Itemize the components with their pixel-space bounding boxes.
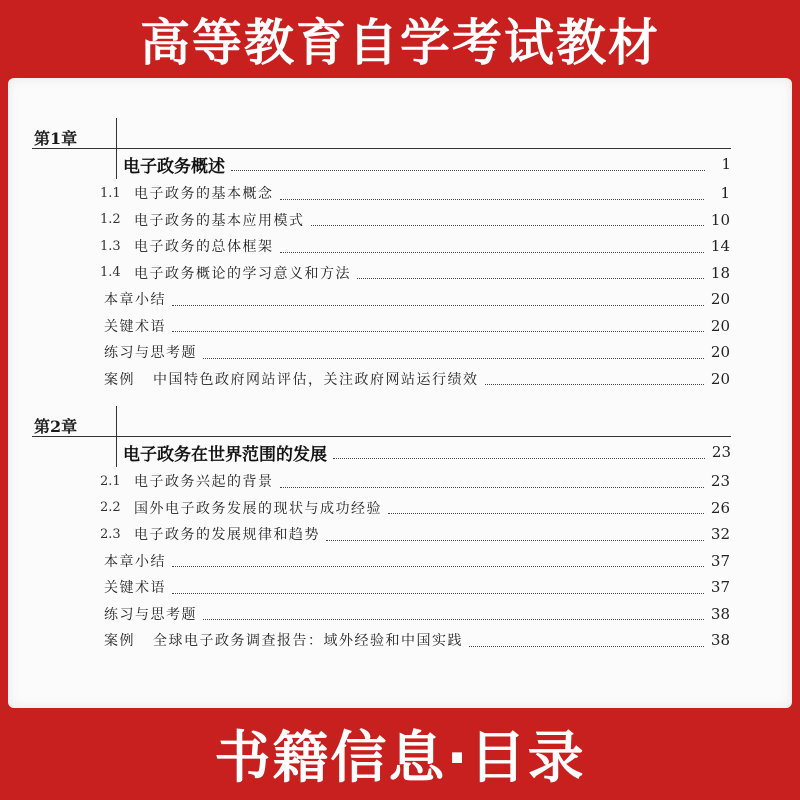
dot-leader [172,581,704,594]
entry-title: 中国特色政府网站评估，关注政府网站运行绩效 [153,371,479,388]
toc-entry[interactable] [8,548,792,575]
toc-entry[interactable] [8,521,792,548]
dot-leader [172,293,704,306]
page-number: 23 [711,443,731,461]
divider [116,118,117,148]
toc-entry[interactable] [8,366,792,393]
page-number: 20 [710,343,730,362]
page-number: 37 [710,578,730,597]
dot-leader [280,475,705,488]
entry-title: 本章小结 [104,292,166,309]
dot-leader [172,319,704,332]
chapter-title: 电子政务在世界范围的发展 [123,444,327,465]
divider [32,148,116,149]
entry-title: 电子政务的基本概念 [134,186,274,203]
page-number: 20 [710,290,730,309]
section-number: 1.1 [100,185,121,201]
chapter-label: 第2章 [34,417,78,436]
entry-title: 本章小结 [104,553,166,570]
page-number: 14 [710,237,730,256]
entry-title: 国外电子政务发展的现状与成功经验 [134,500,382,517]
toc-entry[interactable] [8,313,792,340]
section-number: 2.3 [100,526,121,542]
dot-leader [469,634,704,647]
dot-leader [311,213,705,226]
toc-entry[interactable] [8,495,792,522]
toc-entry[interactable] [8,601,792,628]
section-number: 1.4 [100,265,121,281]
toc-entry[interactable] [8,468,792,495]
page-number: 10 [710,210,730,229]
chapter-label: 第1章 [34,129,78,148]
toc-entry[interactable] [8,233,792,260]
dot-leader [203,346,704,359]
toc-entry[interactable] [8,207,792,234]
case-tag: 案例 [104,633,135,650]
page-number: 32 [710,525,730,544]
toc-entry[interactable] [8,180,792,207]
dot-leader [357,266,704,279]
page-number: 20 [710,316,730,335]
entry-title: 关键术语 [104,580,166,597]
footer-banner [0,708,800,800]
entry-title: 电子政务的发展规律和趋势 [134,527,320,544]
dot-leader [203,607,704,620]
entry-title: 全球电子政务调查报告：域外经验和中国实践 [153,633,463,650]
divider [116,406,117,436]
chapter-title-row[interactable] [116,436,731,467]
page-number: 20 [710,369,730,388]
section-number: 1.2 [100,212,121,228]
dot-leader [280,240,705,253]
page-number: 38 [710,604,730,623]
page-number: 1 [720,184,730,203]
entry-title: 电子政务兴起的背景 [134,474,274,491]
header-banner [0,0,800,78]
toc-entries [8,180,792,392]
entry-title: 练习与思考题 [104,606,197,623]
entry-title: 电子政务的总体框架 [134,239,274,256]
dot-leader [326,528,704,541]
chapter-2 [8,406,792,650]
page-number: 38 [710,631,730,650]
footer-title: 书籍信息·目录 [214,726,586,791]
toc-entry[interactable] [8,339,792,366]
toc-entry[interactable] [8,627,792,654]
section-number: 2.2 [100,500,121,516]
case-tag: 案例 [104,371,135,388]
toc-entry[interactable] [8,286,792,313]
header-title: 高等教育自学考试教材 [140,14,660,72]
page-number: 18 [710,263,730,282]
entry-title: 关键术语 [104,318,166,335]
section-number: 2.1 [100,473,121,489]
section-number: 1.3 [100,238,121,254]
toc-entry[interactable] [8,574,792,601]
dot-leader [333,446,705,459]
chapter-1 [8,118,792,388]
dot-leader [388,501,704,514]
dot-leader [231,158,705,171]
page-number: 23 [710,472,730,491]
chapter-title-row[interactable] [116,148,731,179]
page-number: 26 [710,498,730,517]
toc-entries [8,468,792,654]
page-number: 37 [710,551,730,570]
chapter-title: 电子政务概述 [123,156,225,177]
dot-leader [172,554,704,567]
page-number: 1 [721,155,731,173]
entry-title: 电子政务概论的学习意义和方法 [134,265,351,282]
dot-leader [485,372,705,385]
entry-title: 电子政务的基本应用模式 [134,212,305,229]
toc-entry[interactable] [8,260,792,287]
divider [32,436,116,437]
dot-leader [280,187,705,200]
entry-title: 练习与思考题 [104,345,197,362]
toc-page [8,78,792,708]
